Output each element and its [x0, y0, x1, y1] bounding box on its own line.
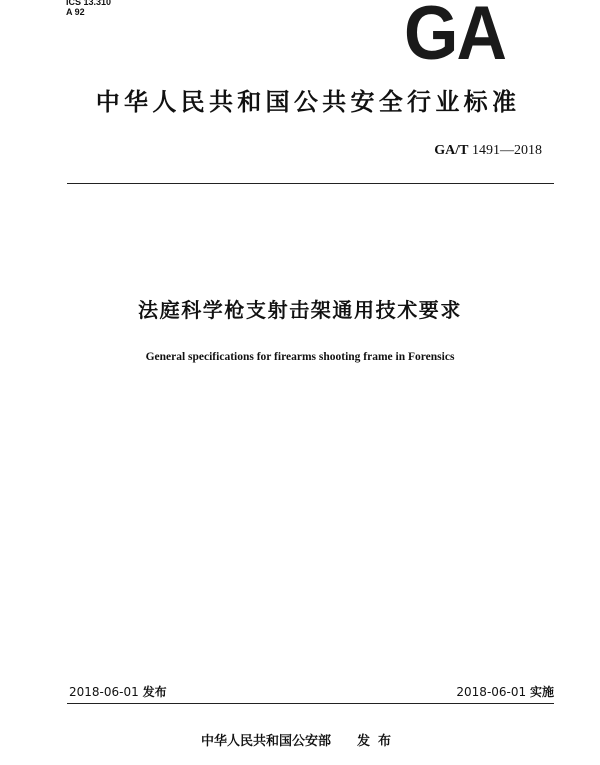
- ccs-code: A 92: [66, 7, 85, 17]
- issue-date-block: [69, 684, 167, 700]
- footer-divider: [67, 703, 554, 704]
- implement-label: 实施: [529, 685, 554, 699]
- document-title-chinese: 法庭科学枪支射击架通用技术要求: [138, 298, 462, 322]
- standard-code: [434, 143, 542, 159]
- standard-category-title: 中华人民共和国公共安全行业标准: [95, 88, 521, 116]
- implement-date: 2018-06-01: [456, 685, 527, 699]
- issue-label: 发布: [142, 685, 167, 699]
- header-divider: [67, 183, 554, 184]
- issue-date: 2018-06-01: [69, 685, 139, 699]
- standard-code-number: 1491—2018: [472, 143, 542, 158]
- ga-logo: GA: [404, 0, 506, 76]
- ics-code: ICS 13.310: [66, 0, 112, 7]
- classification-codes: [66, 0, 111, 17]
- publisher-line: [0, 733, 600, 751]
- implement-date-block: [456, 684, 554, 700]
- document-title-english: General specifications for firearms shooting frame in Forensics: [145, 351, 455, 363]
- publish-label: 发布: [357, 734, 400, 749]
- publisher-name: 中华人民共和国公安部: [200, 734, 331, 749]
- standard-code-prefix: GA/T: [434, 143, 469, 158]
